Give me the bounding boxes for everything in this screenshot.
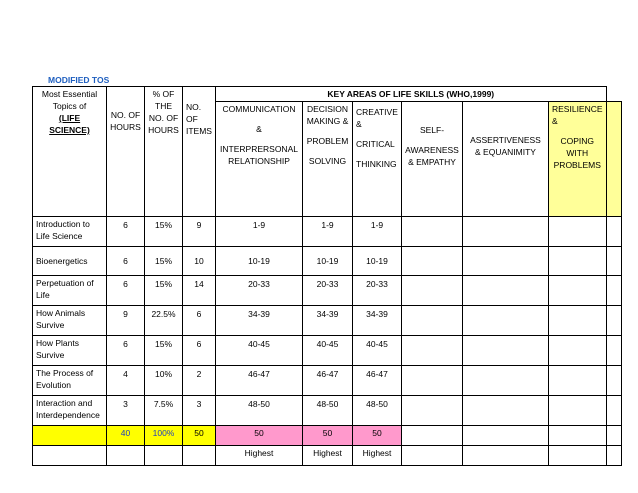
total-percent: 100% (145, 426, 183, 446)
total-items: 50 (183, 426, 216, 446)
table-row: The Process of Evolution 4 10% 2 46-47 46-47 46-47 (33, 366, 622, 396)
highest-creative: Highest (353, 446, 402, 466)
header-items: NO. OF ITEMS (183, 87, 216, 217)
header-assertiveness: ASSERTIVENESS & EQUANIMITY (463, 102, 549, 217)
highest-row (33, 446, 622, 466)
table-row: How Animals Survive 9 22.5% 6 34-39 34-39 34-39 (33, 306, 622, 336)
total-hours: 40 (107, 426, 145, 446)
total-creative: 50 (353, 426, 402, 446)
highest-decision: Highest (303, 446, 353, 466)
header-hours: NO. OF HOURS (107, 87, 145, 217)
tos-table (32, 86, 622, 466)
header-percent: % OF THE NO. OF HOURS (145, 87, 183, 217)
table-row: Interaction and Interdependence 3 7.5% 3 48-50 48-50 48-50 (33, 396, 622, 426)
totals-row (33, 426, 622, 446)
table-row: How Plants Survive 6 15% 6 40-45 40-45 40-45 (33, 336, 622, 366)
header-self-awareness: SELF- AWARENESS & EMPATHY (402, 102, 463, 217)
table-row: Perpetuation of Life 6 15% 14 20-33 20-33 20-33 (33, 276, 622, 306)
total-decision: 50 (303, 426, 353, 446)
highest-communication: Highest (216, 446, 303, 466)
header-resilience: RESILIENCE & COPING WITH PROBLEMS (549, 102, 607, 217)
table-row: Bioenergetics 6 15% 10 10-19 10-19 10-19 (33, 247, 622, 276)
header-creative: CREATIVE & CRITICAL THINKING (353, 102, 402, 217)
header-topics: Most Essential Topics of (LIFE SCIENCE) (33, 87, 107, 217)
table-row: Introduction to Life Science 6 15% 9 1-9 1-9 1-9 (33, 217, 622, 247)
key-areas-header: KEY AREAS OF LIFE SKILLS (WHO,1999) (216, 87, 607, 102)
key-areas-row (33, 87, 622, 102)
page-title: MODIFIED TOS (48, 75, 110, 85)
header-decision: DECISION MAKING & PROBLEM SOLVING (303, 102, 353, 217)
total-communication: 50 (216, 426, 303, 446)
header-communication: COMMUNICATION & INTERPRERSONAL RELATIONSHIP (216, 102, 303, 217)
